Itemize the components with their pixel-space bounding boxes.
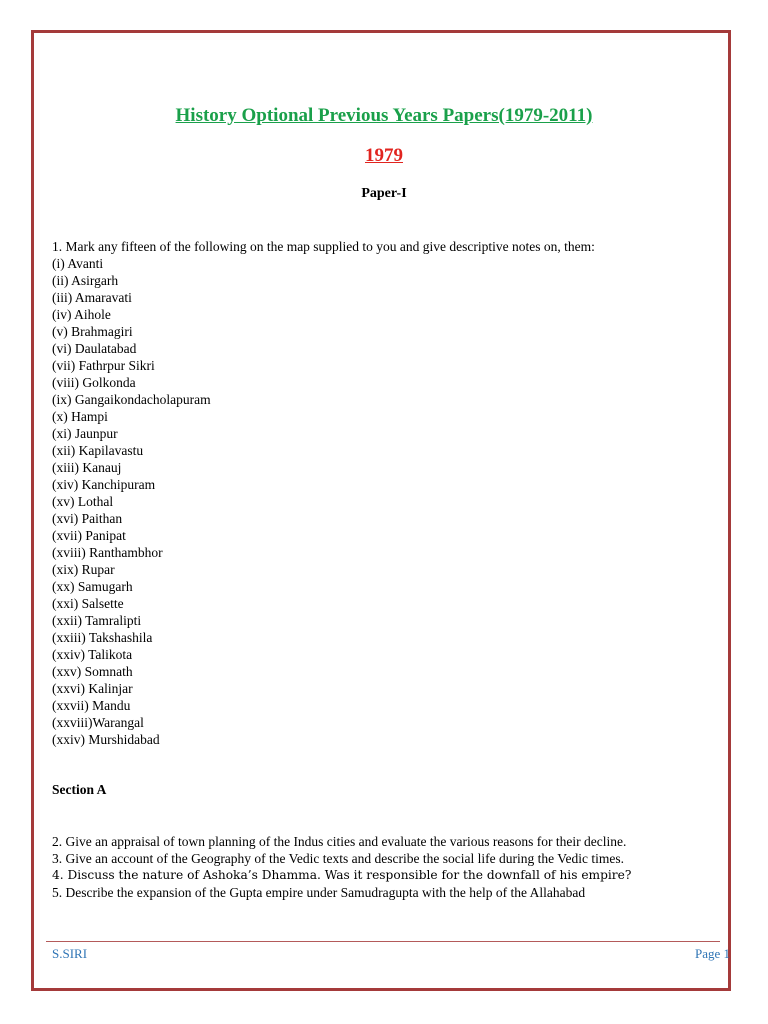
footer-divider xyxy=(46,941,720,942)
question-1-block xyxy=(52,238,712,748)
place-item: (vi) Daulatabad xyxy=(52,341,137,356)
question-5: 5. Describe the expansion of the Gupta empire under Samudragupta with the help of the Allahabad xyxy=(52,885,586,900)
question-2: 2. Give an appraisal of town planning of the Indus cities and evaluate the various reasons for their decline. xyxy=(52,834,627,849)
place-item: (xxi) Salsette xyxy=(52,596,124,611)
place-item: (iv) Aihole xyxy=(52,307,111,322)
place-item: (vii) Fathrpur Sikri xyxy=(52,358,155,373)
place-item: (xxii) Tamralipti xyxy=(52,613,142,628)
year-heading: 1979 xyxy=(365,145,403,166)
footer-author: S.SIRI xyxy=(52,946,88,961)
place-item: (i) Avanti xyxy=(52,256,104,271)
footer-page-number: Page 1 xyxy=(694,946,730,961)
place-item: (xviii) Ranthambhor xyxy=(52,545,163,560)
section-heading: Section A xyxy=(52,782,107,797)
document-title: History Optional Previous Years Papers(1979-2011) xyxy=(175,105,593,126)
place-item: (xv) Lothal xyxy=(52,494,114,509)
paper-heading: Paper-I xyxy=(361,186,407,201)
place-item: (ii) Asirgarh xyxy=(52,273,119,288)
place-item: (x) Hampi xyxy=(52,409,108,424)
place-item: (xxvii) Mandu xyxy=(52,698,131,713)
place-item: (v) Brahmagiri xyxy=(52,324,133,339)
place-item: (xvii) Panipat xyxy=(52,528,126,543)
question-3: 3. Give an account of the Geography of the Vedic texts and describe the social life during the Vedic times. xyxy=(52,851,624,866)
place-item: (xi) Jaunpur xyxy=(52,426,118,441)
place-item: (xxiv) Talikota xyxy=(52,647,133,662)
place-item: (xxv) Somnath xyxy=(52,664,133,679)
place-item: (ix) Gangaikondacholapuram xyxy=(52,392,211,407)
questions-block xyxy=(52,833,712,901)
place-item: (xiii) Kanauj xyxy=(52,460,122,475)
question-4: 4. Discuss the nature of Ashoka’s Dhamma. Was it responsible for the downfall of his empire? xyxy=(52,868,632,882)
place-item: (xiv) Kanchipuram xyxy=(52,477,156,492)
place-item: (xxviii)Warangal xyxy=(52,715,144,730)
place-item: (xii) Kapilavastu xyxy=(52,443,144,458)
place-item: (xxiii) Takshashila xyxy=(52,630,153,645)
place-item: (iii) Amaravati xyxy=(52,290,132,305)
place-item: (xxvi) Kalinjar xyxy=(52,681,133,696)
place-item: (xx) Samugarh xyxy=(52,579,133,594)
place-item: (viii) Golkonda xyxy=(52,375,136,390)
place-item: (xvi) Paithan xyxy=(52,511,123,526)
place-item: (xxiv) Murshidabad xyxy=(52,732,160,747)
place-item: (xix) Rupar xyxy=(52,562,115,577)
question-1-text: 1. Mark any fifteen of the following on the map supplied to you and give descriptive notes on, them: xyxy=(52,239,595,254)
